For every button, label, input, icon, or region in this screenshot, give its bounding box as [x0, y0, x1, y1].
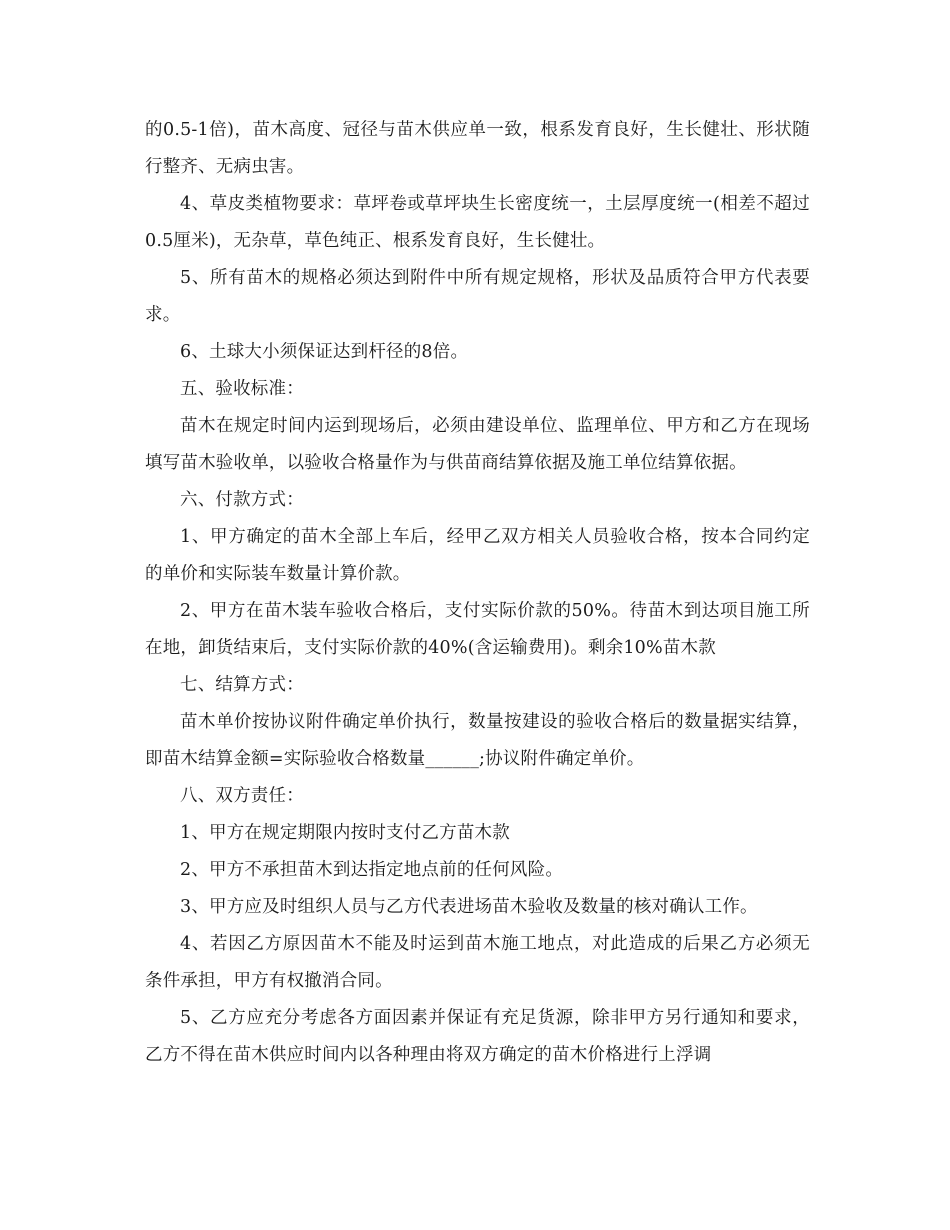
paragraph-turf-requirements: 4、草皮类植物要求：草坪卷或草坪块生长密度统一，土层厚度统一(相差不超过0.5厘米)，无杂草，草色纯正、根系发育良好，生长健壮。: [145, 194, 810, 251]
section-heading-responsibilities: 八、双方责任：: [180, 786, 304, 806]
paragraph-responsibility-2: 2、甲方不承担苗木到达指定地点前的任何风险。: [180, 860, 564, 880]
paragraph-specifications: 5、所有苗木的规格必须达到附件中所有规定规格，形状及品质符合甲方代表要求。: [145, 268, 810, 325]
paragraph-responsibility-5: 5、乙方应充分考虑各方面因素并保证有充足货源，除非甲方另行通知和要求，乙方不得在苗木供应时间内以各种理由将双方确定的苗木价格进行上浮调: [145, 1008, 810, 1065]
section-heading-acceptance: 五、验收标准：: [180, 379, 304, 399]
paragraph-payment-2: 2、甲方在苗木装车验收合格后，支付实际价款的50%。待苗木到达项目施工所在地，卸货结束后，支付实际价款的40%(含运输费用)。剩余10%苗木款: [145, 601, 810, 658]
section-heading-payment: 六、付款方式：: [180, 490, 304, 510]
section-heading-settlement: 七、结算方式：: [180, 675, 304, 695]
paragraph-responsibility-4: 4、若因乙方原因苗木不能及时运到苗木施工地点，对此造成的后果乙方必须无条件承担，甲方有权撤消合同。: [145, 934, 810, 991]
paragraph-acceptance: 苗木在规定时间内运到现场后，必须由建设单位、监理单位、甲方和乙方在现场填写苗木验收单，以验收合格量作为与供苗商结算依据及施工单位结算依据。: [145, 416, 810, 473]
paragraph-soil-ball: 6、土球大小须保证达到杆径的8倍。: [180, 342, 469, 362]
paragraph-responsibility-1: 1、甲方在规定期限内按时支付乙方苗木款: [180, 823, 510, 843]
paragraph-responsibility-3: 3、甲方应及时组织人员与乙方代表进场苗木验收及数量的核对确认工作。: [180, 897, 758, 917]
paragraph-payment-1: 1、甲方确定的苗木全部上车后，经甲乙双方相关人员验收合格，按本合同约定的单价和实际装车数量计算价款。: [145, 527, 810, 584]
document-page: [145, 112, 810, 1074]
paragraph-settlement: 苗木单价按协议附件确定单价执行，数量按建设的验收合格后的数量据实结算，即苗木结算金额=实际验收合格数量______;协议附件确定单价。: [145, 712, 810, 769]
paragraph-continuation: 的0.5-1倍)，苗木高度、冠径与苗木供应单一致，根系发育良好，生长健壮、形状随行整齐、无病虫害。: [145, 120, 810, 177]
